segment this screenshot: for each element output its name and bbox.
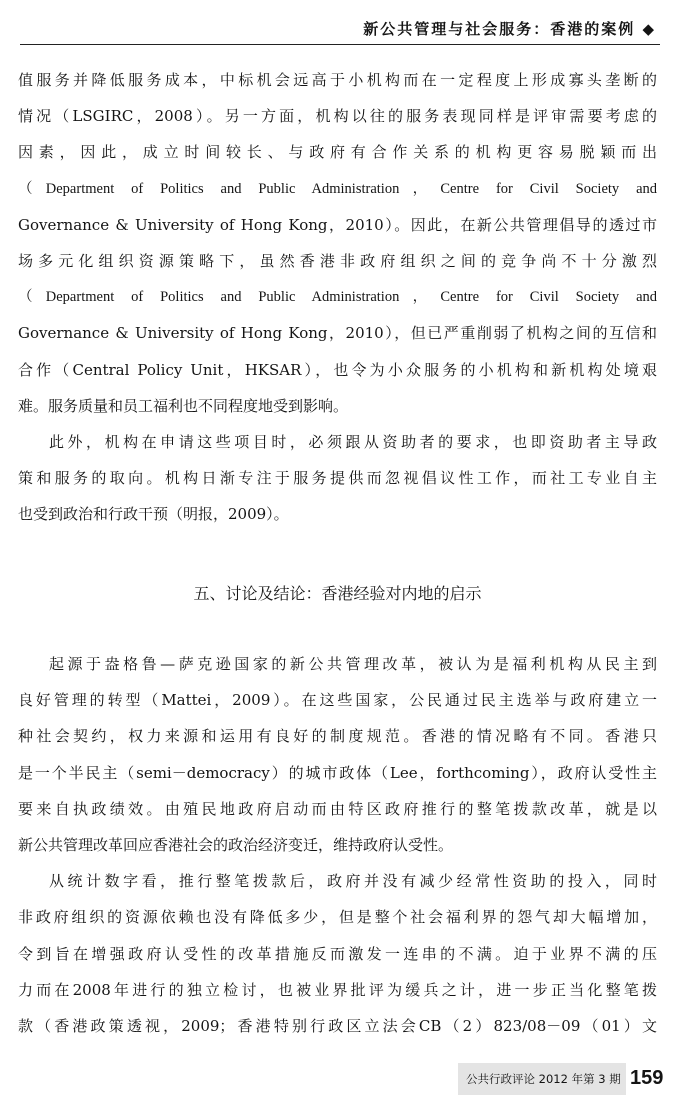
text-line: 是一个半民主（semi－democracy）的城市政体（Lee，forthcoming），政府认受性主 [18, 763, 657, 782]
text-line: 难。服务质量和员工福利也不同程度地受到影响。 [18, 396, 349, 415]
text-line: 力而在2008年进行的独立检讨，也被业界批评为缓兵之计，进一步正当化整笔拨 [18, 980, 657, 999]
running-header [20, 10, 660, 45]
text-line: 情况（LSGIRC，2008）。另一方面，机构以往的服务表现同样是评审需要考虑的 [18, 107, 657, 126]
text-line: 也受到政治和行政干预（明报，2009）。 [18, 505, 289, 524]
footer-journal-box [458, 1063, 626, 1095]
text-line: 良好管理的转型（Mattei，2009）。在这些国家，公民通过民主选举与政府建立一 [18, 691, 657, 710]
text-line: 策和服务的取向。机构日渐专注于服务提供而忽视倡议性工作，而社工专业自主 [18, 469, 657, 488]
text-line: Governance & University of Hong Kong，2010）。因此，在新公共管理倡导的透过市 [18, 215, 657, 234]
text-line: 起源于盎格鲁—萨克逊国家的新公共管理改革，被认为是福利机构从民主到 [49, 655, 657, 673]
text-line: 款（香港政策透视，2009；香港特别行政区立法会CB（2）823/08－09（01）文 [18, 1016, 657, 1035]
text-line: 种社会契约，权力来源和运用有良好的制度规范。香港的情况略有不同。香港只 [18, 727, 657, 746]
text-line: 令到旨在增强政府认受性的改革措施反而激发一连串的不满。迫于业界不满的压 [18, 944, 657, 963]
journal-name: 公共行政评论 2012 年第 3 期 [466, 1072, 621, 1086]
running-title: 新公共管理与社会服务：香港的案例 ◆ [363, 20, 656, 38]
text-line: Governance & University of Hong Kong，2010），但已严重削弱了机构之间的互信和 [18, 324, 657, 343]
text-line: 此外，机构在申请这些项目时，必须跟从资助者的要求，也即资助者主导政 [49, 432, 657, 451]
page-number: 159 [630, 1067, 664, 1089]
text-line: （Department of Politics and Public Administration，Centre for Civil Society and [18, 289, 657, 306]
body-text-upper [18, 62, 657, 532]
text-line: 非政府组织的资源依赖也没有降低多少，但是整个社会福利界的怨气却大幅增加， [18, 908, 657, 927]
text-line: （Department of Politics and Public Administration，Centre for Civil Society and [18, 180, 657, 197]
text-line: 合作（Central Policy Unit，HKSAR），也令为小众服务的小机构和新机构处境艰 [18, 360, 657, 379]
text-line: 值服务并降低服务成本，中标机会远高于小机构而在一定程度上形成寡头垄断的 [18, 71, 657, 89]
text-line: 场多元化组织资源策略下，虽然香港非政府组织之间的竞争尚不十分激烈 [18, 251, 657, 270]
text-line: 因素，因此，成立时间较长、与政府有合作关系的机构更容易脱颖而出 [18, 143, 657, 162]
text-line: 从统计数字看，推行整笔拨款后，政府并没有减少经常性资助的投入，同时 [49, 872, 657, 891]
text-line: 要来自执政绩效。由殖民地政府启动而由特区政府推行的整笔拨款改革，就是以 [18, 799, 657, 818]
text-line: 新公共管理改革回应香港社会的政治经济变迁，维持政府认受性。 [18, 835, 454, 854]
body-text-lower [18, 646, 657, 1044]
section-heading: 五、讨论及结论：香港经验对内地的启示 [193, 584, 482, 603]
